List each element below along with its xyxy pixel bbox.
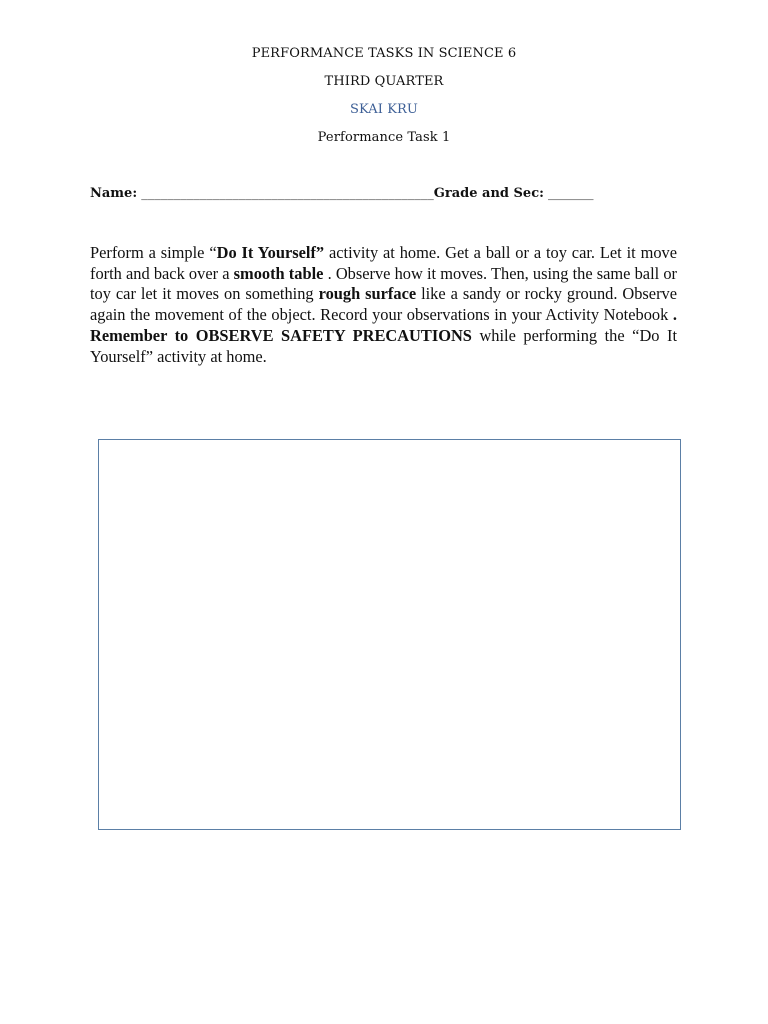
name-label: Name:: [90, 186, 138, 201]
quarter-label: THIRD QUARTER: [324, 74, 444, 89]
answer-box[interactable]: [98, 439, 681, 830]
instr-bold-rough-surface: rough surface: [318, 284, 417, 304]
name-grade-row: [90, 186, 594, 201]
name-blank[interactable]: _____________________________________________: [137, 186, 434, 201]
task-label: Performance Task 1: [317, 130, 451, 145]
instr-text-5: while performing the “Do It Yourself” activity at home.: [90, 325, 678, 366]
instr-bold-smooth-table: smooth table: [233, 263, 324, 283]
page-title: PERFORMANCE TASKS IN SCIENCE 6: [251, 46, 517, 61]
instr-bold-diy: Do It Yourself”: [216, 243, 325, 262]
instr-text-3: . Observe how it moves. Then, using the same ball or toy car let it moves on something: [90, 263, 678, 304]
grade-blank[interactable]: _______: [543, 186, 594, 201]
instr-text-4: like a sandy or rocky ground. Observe again the movement of the object. Record your observations in your Activity Notebook: [90, 284, 677, 325]
instr-bold-safety: . Remember to OBSERVE SAFETY PRECAUTIONS: [90, 305, 677, 345]
school-name: SKAI KRU: [349, 102, 418, 117]
grade-label: Grade and Sec:: [433, 186, 544, 201]
instr-text-1: Perform a simple “: [90, 243, 217, 262]
instr-text-2: activity at home. Get a ball or a toy car. Let it move forth and back over a: [90, 243, 677, 283]
instructions-paragraph: [90, 243, 677, 367]
